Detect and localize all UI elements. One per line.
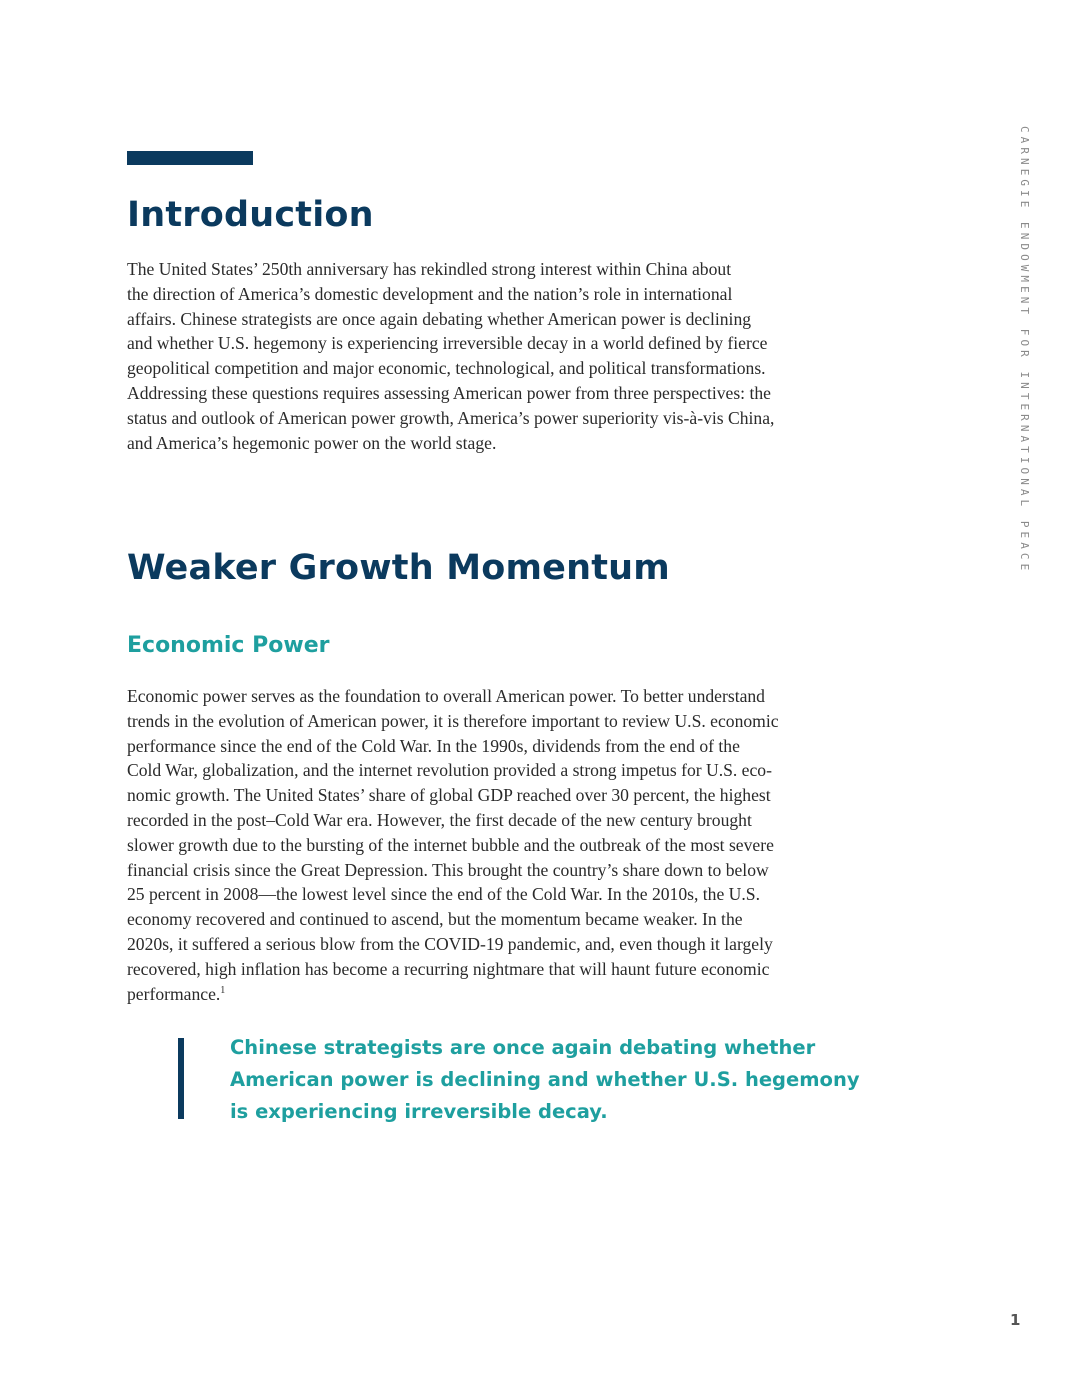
pull-quote-line: Chinese strategists are once again debating whether	[230, 1036, 816, 1059]
paragraph-line: affairs. Chinese strategists are once again debating whether American power is declining	[127, 308, 752, 329]
paragraph-line: Economic power serves as the foundation to overall American power. To better understand	[127, 686, 765, 706]
publisher-sidebar-text: CARNEGIE ENDOWMENT FOR INTERNATIONAL PEACE	[1018, 126, 1031, 575]
footnote-marker[interactable]: 1	[220, 984, 226, 996]
paragraph-line: 25 percent in 2008—the lowest level since the end of the Cold War. In the 2010s, the U.S.	[127, 884, 760, 905]
paragraph-line: the direction of America’s domestic development and the nation’s role in international	[127, 283, 733, 304]
pull-quote-bar	[178, 1038, 184, 1119]
paragraph-line: economy recovered and continued to ascend, but the momentum became weaker. In the	[127, 909, 743, 930]
weaker-growth-heading: Weaker Growth Momentum	[127, 548, 670, 588]
paragraph-line: geopolitical competition and major economic, technological, and political transformations.	[127, 358, 766, 379]
paragraph-line: recorded in the post–Cold War era. However, the first decade of the new century brought	[127, 809, 752, 830]
pull-quote-line: is experiencing irreversible decay.	[230, 1099, 608, 1123]
economic-power-paragraph	[127, 684, 827, 1006]
paragraph-line: status and outlook of American power growth, America’s power superiority vis-à-vis China,	[127, 407, 775, 428]
paragraph-line: Addressing these questions requires assessing American power from three perspectives: the	[127, 382, 771, 403]
paragraph-line: and America’s hegemonic power on the world stage.	[127, 432, 497, 453]
paragraph-line: recovered, high inflation has become a recurring nightmare that will haunt future economic	[127, 958, 770, 979]
pull-quote	[230, 1032, 860, 1127]
introduction-paragraph	[127, 257, 827, 455]
page-number: 1	[1010, 1311, 1021, 1329]
paragraph-line: slower growth due to the bursting of the internet bubble and the outbreak of the most severe	[127, 834, 774, 855]
paragraph-line: performance since the end of the Cold War. In the 1990s, dividends from the end of the	[127, 735, 740, 756]
paragraph-line: 2020s, it suffered a serious blow from the COVID-19 pandemic, and, even though it largely	[127, 933, 773, 954]
paragraph-line: and whether U.S. hegemony is experiencing irreversible decay in a world defined by fierce	[127, 333, 768, 354]
paragraph-line: The United States’ 250th anniversary has rekindled strong interest within China about	[127, 259, 732, 279]
introduction-heading: Introduction	[127, 195, 374, 235]
economic-power-subheading: Economic Power	[127, 633, 330, 658]
pull-quote-line: American power is declining and whether U.S. hegemony	[230, 1067, 860, 1091]
paragraph-line: Cold War, globalization, and the internet revolution provided a strong impetus for U.S. eco-	[127, 760, 772, 781]
section-accent-bar	[127, 151, 253, 165]
paragraph-line-text: performance.	[127, 983, 221, 1004]
paragraph-line: trends in the evolution of American power, it is therefore important to review U.S. economic	[127, 710, 779, 731]
paragraph-line: nomic growth. The United States’ share of global GDP reached over 30 percent, the highest	[127, 785, 771, 806]
paragraph-line: financial crisis since the Great Depression. This brought the country’s share down to below	[127, 859, 769, 880]
paragraph-line-last	[127, 982, 827, 1007]
